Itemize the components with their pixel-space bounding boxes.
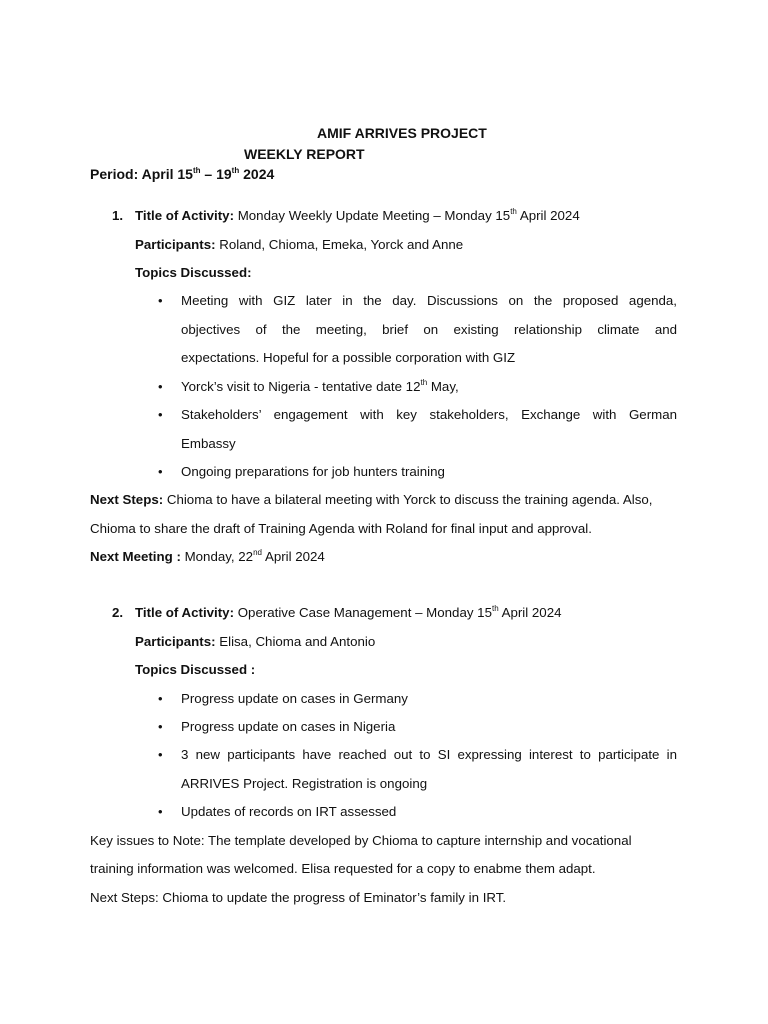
activity2-topic2: Progress update on cases in Nigeria [181,719,396,734]
bullet-icon: • [158,747,163,762]
activity1-next-steps-line2: Chioma to share the draft of Training Agenda with Roland for final input and approval. [90,521,592,536]
activity1-topic2-text: Yorck’s visit to Nigeria - tentative date 12 [181,379,421,394]
activity1-next-steps-label: Next Steps: [90,492,164,507]
report-title: WEEKLY REPORT [244,146,365,162]
activity1-participants-label: Participants: [135,237,216,252]
activity1-topic4: Ongoing preparations for job hunters training [181,464,445,479]
period-year: 2024 [243,166,275,182]
activity1-topic2-sup: th [420,378,428,387]
activity2-topic3-line2: ARRIVES Project. Registration is ongoing [181,776,428,791]
activity1-topic1-line1: Meeting with GIZ later in the day. Discussions on the proposed agenda, [181,293,677,308]
activity1-topic1-line2: objectives of the meeting, brief on existing relationship climate and [181,322,677,337]
bullet-icon: • [158,804,163,819]
bullet-icon: • [158,293,163,308]
bullet-icon: • [158,691,163,706]
activity1-topic3-line2: Embassy [181,436,236,451]
period-end-sup: th [231,166,240,175]
activity2-topic1: Progress update on cases in Germany [181,691,408,706]
activity2-title-sup: th [491,604,499,613]
activity2-title-label: Title of Activity: [135,605,234,620]
activity2-key-issues-line1: Key issues to Note: The template developed by Chioma to capture internship and vocational [90,833,632,848]
bullet-icon: • [158,407,163,422]
activity2-topic3-line1: 3 new participants have reached out to SI expressing interest to participate in [181,747,677,762]
activity1-title-line [135,207,580,225]
bullet-icon: • [158,379,163,394]
activity1-topics-label: Topics Discussed: [135,265,252,280]
activity1-next-meeting [90,548,325,566]
next-meeting-date: Monday, 22 [184,549,254,564]
activity2-topics-label: Topics Discussed : [135,662,256,677]
activity1-participants: Roland, Chioma, Emeka, Yorck and Anne [219,237,464,252]
period-mid: – 19 [204,166,232,182]
period-label: Period: [90,166,139,182]
activity1-title-label: Title of Activity: [135,208,234,223]
activity2-participants-label: Participants: [135,634,216,649]
activity1-topic3-line1: Stakeholders’ engagement with key stakeholders, Exchange with German [181,407,677,422]
activity1-topic2 [181,378,459,396]
activity2-topic4: Updates of records on IRT assessed [181,804,397,819]
activity2-title-end: April 2024 [501,605,562,620]
activity2-title-line [135,604,561,622]
activity1-participants-line [135,236,463,254]
activity1-title-sup: th [510,207,517,216]
bullet-icon: • [158,719,163,734]
period-line [90,165,274,183]
project-title: AMIF ARRIVES PROJECT [317,125,487,141]
bullet-icon: • [158,464,163,479]
activity1-topic1-line3: expectations. Hopeful for a possible corporation with GIZ [181,350,516,365]
activity1-next-steps-text: Chioma to have a bilateral meeting with Yorck to discuss the training agenda. Also, [166,492,653,507]
activity1-title-end: April 2024 [519,208,580,223]
next-meeting-sup: nd [253,548,262,557]
activity2-key-issues-line2: training information was welcomed. Elisa requested for a copy to enabme them adapt. [90,861,596,876]
activity2-participants-line [135,633,375,651]
next-meeting-date-end: April 2024 [264,549,325,564]
next-meeting-label: Next Meeting : [90,549,181,564]
period-start-sup: th [192,166,201,175]
period-start: April 15 [141,166,193,182]
activity2-number: 2. [112,605,124,620]
activity1-topic2-end: May, [430,379,459,394]
activity1-title: Monday Weekly Update Meeting – Monday 15 [237,208,511,223]
activity2-participants: Elisa, Chioma and Antonio [219,634,376,649]
activity1-next-steps-line1 [90,491,652,509]
activity2-title: Operative Case Management – Monday 15 [237,605,492,620]
activity2-next-steps: Next Steps: Chioma to update the progress of Eminator’s family in IRT. [90,890,507,905]
activity1-number: 1. [112,208,124,223]
